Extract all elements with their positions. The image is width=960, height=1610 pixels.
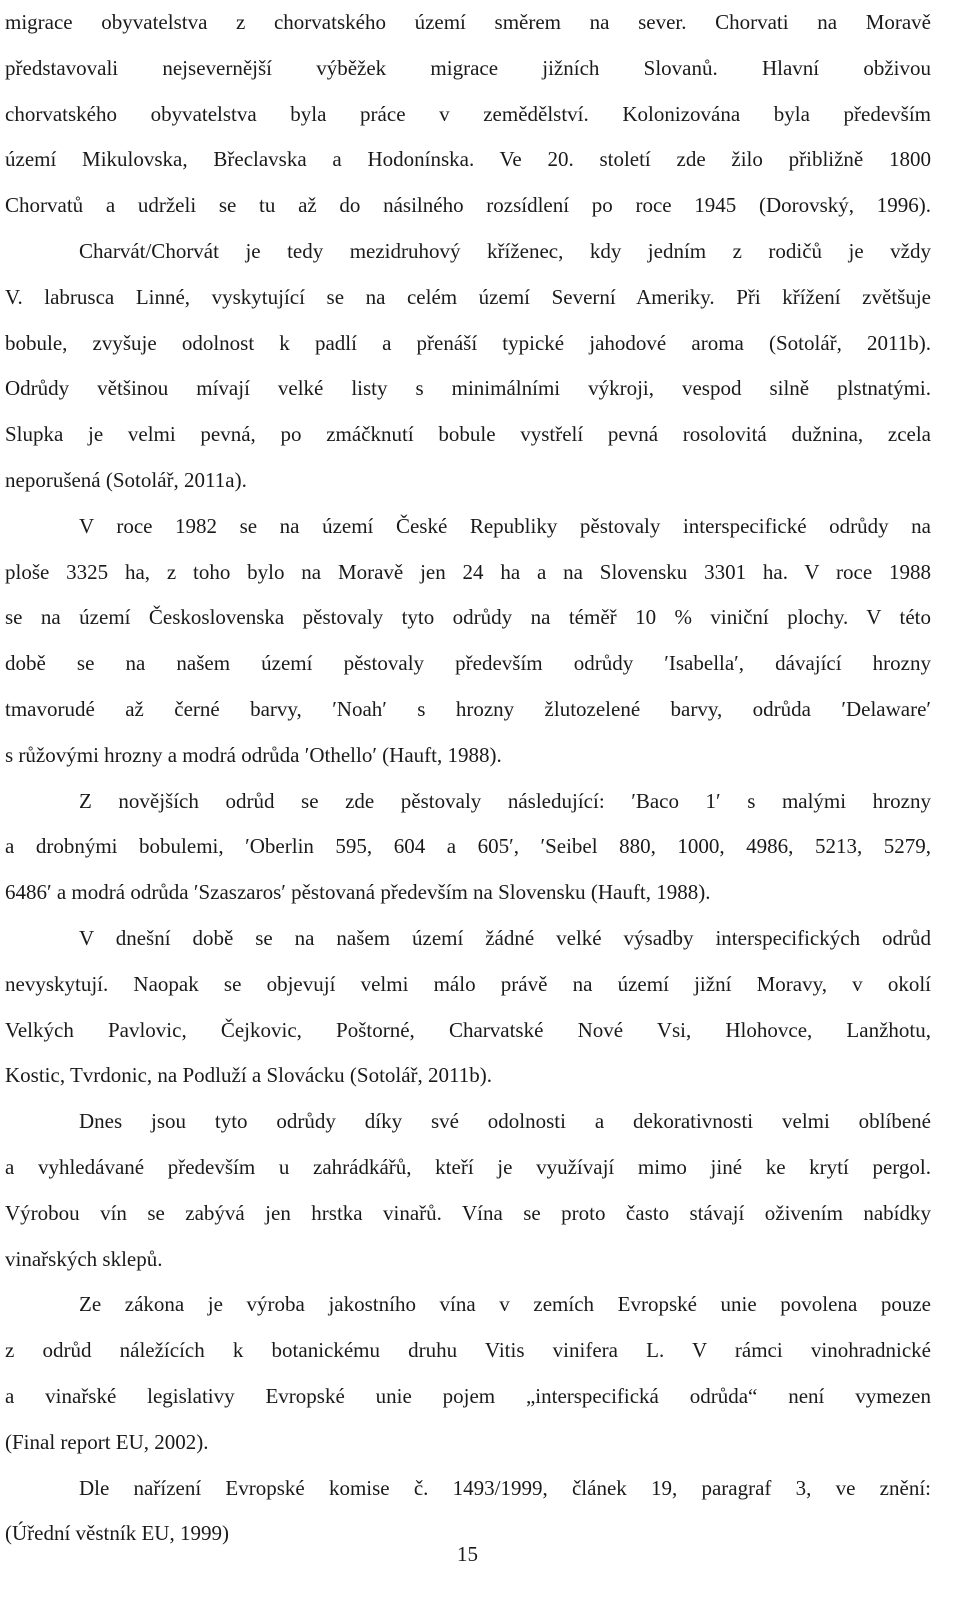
text-line: V roce 1982 se na území České Republiky pěstovaly interspecifické odrůdy na: [79, 513, 931, 538]
text-line: Velkých Pavlovic, Čejkovic, Poštorné, Charvatské Nové Vsi, Hlohovce, Lanžhotu,: [5, 1017, 931, 1042]
text-line: s růžovými hrozny a modrá odrůda ′Othello′ (Hauft, 1988).: [5, 742, 502, 767]
text-line: chorvatského obyvatelstva byla práce v zemědělství. Kolonizována byla především: [5, 101, 931, 126]
text-line: (Úřední věstník EU, 1999): [5, 1521, 229, 1546]
text-line: Kostic, Tvrdonic, na Podluží a Slovácku (Sotolář, 2011b).: [5, 1063, 493, 1088]
text-line: V dnešní době se na našem území žádné velké výsadby interspecifických odrůd: [79, 925, 931, 950]
text-line: Dnes jsou tyto odrůdy díky své odolnosti a dekorativnosti velmi oblíbené: [79, 1109, 931, 1134]
text-line: Dle nařízení Evropské komise č. 1493/1999, článek 19, paragraf 3, ve znění:: [79, 1475, 931, 1500]
text-line: Výrobou vín se zabývá jen hrstka vinařů. Vína se proto často stávají oživením nabídky: [5, 1200, 931, 1225]
text-line: migrace obyvatelstva z chorvatského území směrem na sever. Chorvati na Moravě: [5, 10, 931, 34]
text-line: z odrůd náležících k botanickému druhu Vitis vinifera L. V rámci vinohradnické: [5, 1338, 931, 1363]
text-line: době se na našem území pěstovaly především odrůdy ′Isabella′, dávající hrozny: [5, 651, 931, 676]
text-line: a vyhledávané především u zahrádkářů, kteří je využívají mimo jiné ke krytí pergol.: [5, 1154, 931, 1179]
text-line: a vinařské legislativy Evropské unie pojem „interspecifická odrůda“ není vymezen: [5, 1383, 931, 1408]
document-page: [5, 0, 931, 1557]
text-line: se na území Československa pěstovaly tyto odrůdy na téměř 10 % viniční plochy. V této: [5, 605, 931, 630]
text-line: vinařských sklepů.: [5, 1246, 163, 1271]
text-line: Ze zákona je výroba jakostního vína v zemích Evropské unie povolena pouze: [79, 1292, 931, 1317]
text-line: nevyskytují. Naopak se objevují velmi málo právě na území jižní Moravy, v okolí: [5, 971, 931, 996]
text-line: bobule, zvyšuje odolnost k padlí a přenáší typické jahodové aroma (Sotolář, 2011b).: [5, 330, 931, 355]
text-line: Slupka je velmi pevná, po zmáčknutí bobule vystřelí pevná rosolovitá dužnina, zcela: [5, 422, 931, 447]
text-line: území Mikulovska, Břeclavska a Hodonínska. Ve 20. století zde žilo přibližně 1800: [5, 147, 931, 172]
page-number: 15: [457, 1542, 478, 1566]
text-line: Odrůdy většinou mívají velké listy s minimálními výkroji, vespod silně plstnatými.: [5, 376, 931, 401]
text-line: Z novějších odrůd se zde pěstovaly následující: ′Baco 1′ s malými hrozny: [79, 788, 931, 813]
text-line: 6486′ a modrá odrůda ′Szaszaros′ pěstovaná především na Slovensku (Hauft, 1988).: [5, 880, 711, 905]
text-line: (Final report EU, 2002).: [5, 1429, 209, 1454]
text-line: a drobnými bobulemi, ′Oberlin 595, 604 a 605′, ′Seibel 880, 1000, 4986, 5213, 5279,: [5, 834, 931, 859]
text-line: Charvát/Chorvát je tedy mezidruhový kříženec, kdy jedním z rodičů je vždy: [79, 238, 931, 263]
text-line: ploše 3325 ha, z toho bylo na Moravě jen 24 ha a na Slovensku 3301 ha. V roce 1988: [5, 559, 931, 584]
text-line: tmavorudé až černé barvy, ′Noah′ s hrozny žlutozelené barvy, odrůda ′Delaware′: [5, 696, 931, 721]
text-line: neporušená (Sotolář, 2011a).: [5, 467, 247, 492]
text-line: Chorvatů a udrželi se tu až do násilného rozsídlení po roce 1945 (Dorovský, 1996).: [5, 193, 931, 218]
text-line: představovali nejsevernější výběžek migrace jižních Slovanů. Hlavní obživou: [5, 55, 931, 80]
text-line: V. labrusca Linné, vyskytující se na celém území Severní Ameriky. Při křížení zvětšuje: [5, 284, 931, 309]
